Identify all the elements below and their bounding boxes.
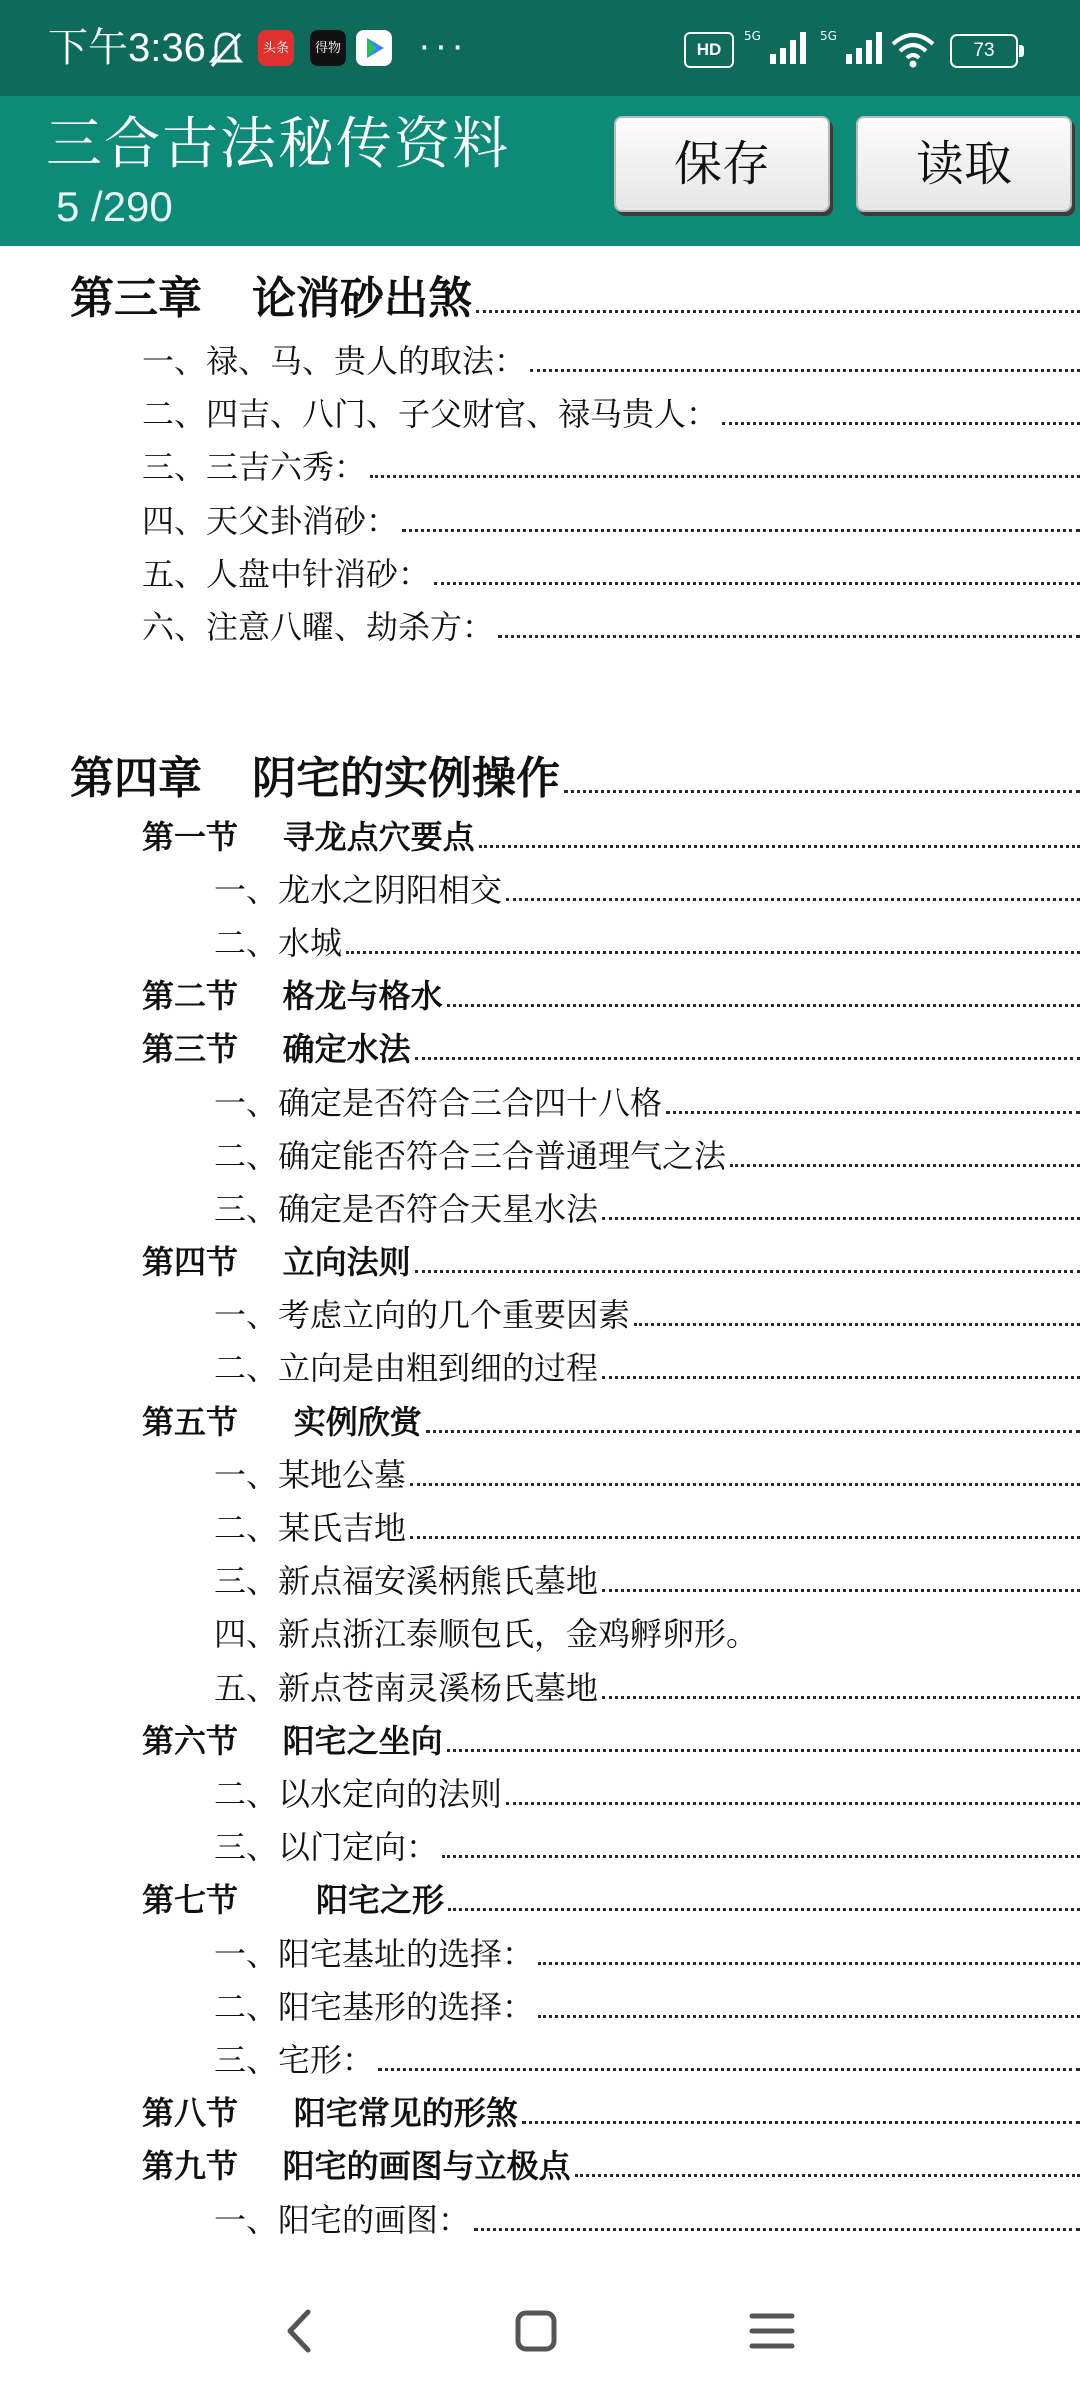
toc-section-1: 第一节 寻龙点穴要点 [142, 812, 1080, 866]
svg-text:5G: 5G [820, 29, 837, 43]
toc-subitem: 一、阳宅基址的选择： [214, 1929, 1080, 1983]
chapter-title: 论消砂出煞 [252, 273, 472, 324]
dewu-app-icon: 得物 [310, 30, 346, 66]
status-time: 下午3:36 [48, 26, 206, 70]
toc-section-7: 第七节 阳宅之形 [142, 1875, 1080, 1929]
toc-subitem: 五、新点苍南灵溪杨氏墓地 [214, 1663, 1080, 1717]
toc-section-4: 第四节 立向法则 [142, 1237, 1080, 1291]
more-notifications-icon: ··· [418, 25, 468, 67]
home-icon[interactable] [506, 2304, 566, 2358]
toc-item: 五、人盘中针消砂： [142, 549, 1080, 603]
dot-leader [602, 1205, 1080, 1220]
toc-subitem: 二、水城 [214, 918, 1080, 972]
menu-icon[interactable] [742, 2304, 802, 2358]
dot-leader [346, 939, 1080, 954]
play-store-icon [356, 30, 392, 66]
toutiao-app-icon: 头条 [258, 30, 294, 66]
app-header [0, 96, 1080, 246]
bell-muted-icon [208, 30, 244, 70]
toc-subitem: 三、宅形： [214, 2035, 1080, 2089]
toc-subitem: 二、阳宅基形的选择： [214, 1982, 1080, 2036]
dot-leader [666, 1099, 1080, 1114]
toc-item: 二、四吉、八门、子父财官、禄马贵人： [142, 389, 1080, 443]
dot-leader [538, 1950, 1080, 1965]
toc-subitem: 一、龙水之阴阳相交 [214, 865, 1080, 919]
dot-leader [370, 463, 1080, 478]
toc-subitem: 二、某氏吉地 [214, 1503, 1080, 1557]
dot-leader [402, 517, 1080, 532]
dot-leader [378, 2056, 1080, 2071]
read-button[interactable]: 读取 [856, 116, 1072, 212]
toc-section-6: 第六节 阳宅之坐向 [142, 1716, 1080, 1770]
app-title: 三合古法秘传资料 [46, 112, 510, 175]
dot-leader [730, 1152, 1080, 1167]
toc-subitem: 三、以门定向： [214, 1822, 1080, 1876]
status-bar [0, 0, 1080, 96]
navigation-bar [0, 2260, 1080, 2400]
toc-subitem: 三、确定是否符合天星水法 [214, 1184, 1080, 1238]
document-page[interactable] [0, 246, 1080, 2260]
toc-section-3: 第三节 确定水法 [142, 1024, 1080, 1078]
dot-leader [498, 623, 1080, 638]
dot-leader [634, 1311, 1080, 1326]
dot-leader [530, 357, 1080, 372]
toc-section-5: 第五节 实例欣赏 [142, 1397, 1080, 1451]
dot-leader [564, 778, 1080, 793]
dot-leader [522, 2109, 1080, 2124]
back-icon[interactable] [270, 2304, 330, 2358]
dot-leader [447, 1737, 1080, 1752]
toc-subitem: 一、确定是否符合三合四十八格 [214, 1078, 1080, 1132]
toc-chapter-4 [70, 742, 1080, 806]
dot-leader [506, 1790, 1080, 1805]
signal-5g-icon [742, 28, 812, 68]
dot-leader [474, 2216, 1080, 2231]
battery-icon: 73 [950, 34, 1018, 68]
dot-leader [426, 1418, 1080, 1433]
dot-leader [722, 410, 1080, 425]
toc-subitem: 一、阳宅的画图： [214, 2195, 1080, 2249]
toc-section-9: 第九节 阳宅的画图与立极点 [142, 2141, 1080, 2195]
signal-5g-icon [818, 28, 888, 68]
toc-subitem: 二、确定能否符合三合普通理气之法 [214, 1131, 1080, 1185]
dot-leader [479, 833, 1080, 848]
toc-chapter-3 [70, 262, 1080, 326]
chapter-number: 第四章 [70, 753, 202, 804]
toc-subitem: 二、立向是由粗到细的过程 [214, 1343, 1080, 1397]
toc-subitem: 三、新点福安溪柄熊氏墓地 [214, 1556, 1080, 1610]
dot-leader [410, 1471, 1080, 1486]
chapter-number: 第三章 [70, 273, 202, 324]
toc-subitem: 一、某地公墓 [214, 1450, 1080, 1504]
save-button[interactable]: 保存 [614, 116, 830, 212]
dot-leader [415, 1045, 1080, 1060]
toc-item: 一、禄、马、贵人的取法： [142, 336, 1080, 390]
toc-item: 三、三吉六秀： [142, 442, 1080, 496]
dot-leader [575, 2162, 1080, 2177]
toc-subitem: 二、以水定向的法则 [214, 1769, 1080, 1823]
dot-leader [506, 886, 1080, 901]
wifi-icon [890, 30, 936, 70]
toc-subitem: 一、考虑立向的几个重要因素 [214, 1290, 1080, 1344]
hd-voice-icon: HD [684, 32, 734, 68]
dot-leader [602, 1684, 1080, 1699]
dot-leader [415, 1258, 1080, 1273]
toc-item: 六、注意八曜、劫杀方： [142, 602, 1080, 656]
toc-subitem: 四、新点浙江泰顺包氏，金鸡孵卵形。 [214, 1615, 759, 1653]
dot-leader [476, 298, 1080, 313]
dot-leader [447, 992, 1080, 1007]
page-counter: 5 /290 [56, 183, 173, 230]
toc-section-2: 第二节 格龙与格水 [142, 971, 1080, 1025]
dot-leader [448, 1896, 1080, 1911]
dot-leader [602, 1577, 1080, 1592]
svg-text:5G: 5G [744, 29, 761, 43]
toc-item: 四、天父卦消砂： [142, 496, 1080, 550]
toc-section-8: 第八节 阳宅常见的形煞 [142, 2088, 1080, 2142]
dot-leader [442, 1843, 1080, 1858]
chapter-title: 阴宅的实例操作 [252, 753, 560, 804]
dot-leader [602, 1364, 1080, 1379]
dot-leader [434, 570, 1080, 585]
dot-leader [410, 1524, 1080, 1539]
dot-leader [538, 2003, 1080, 2018]
